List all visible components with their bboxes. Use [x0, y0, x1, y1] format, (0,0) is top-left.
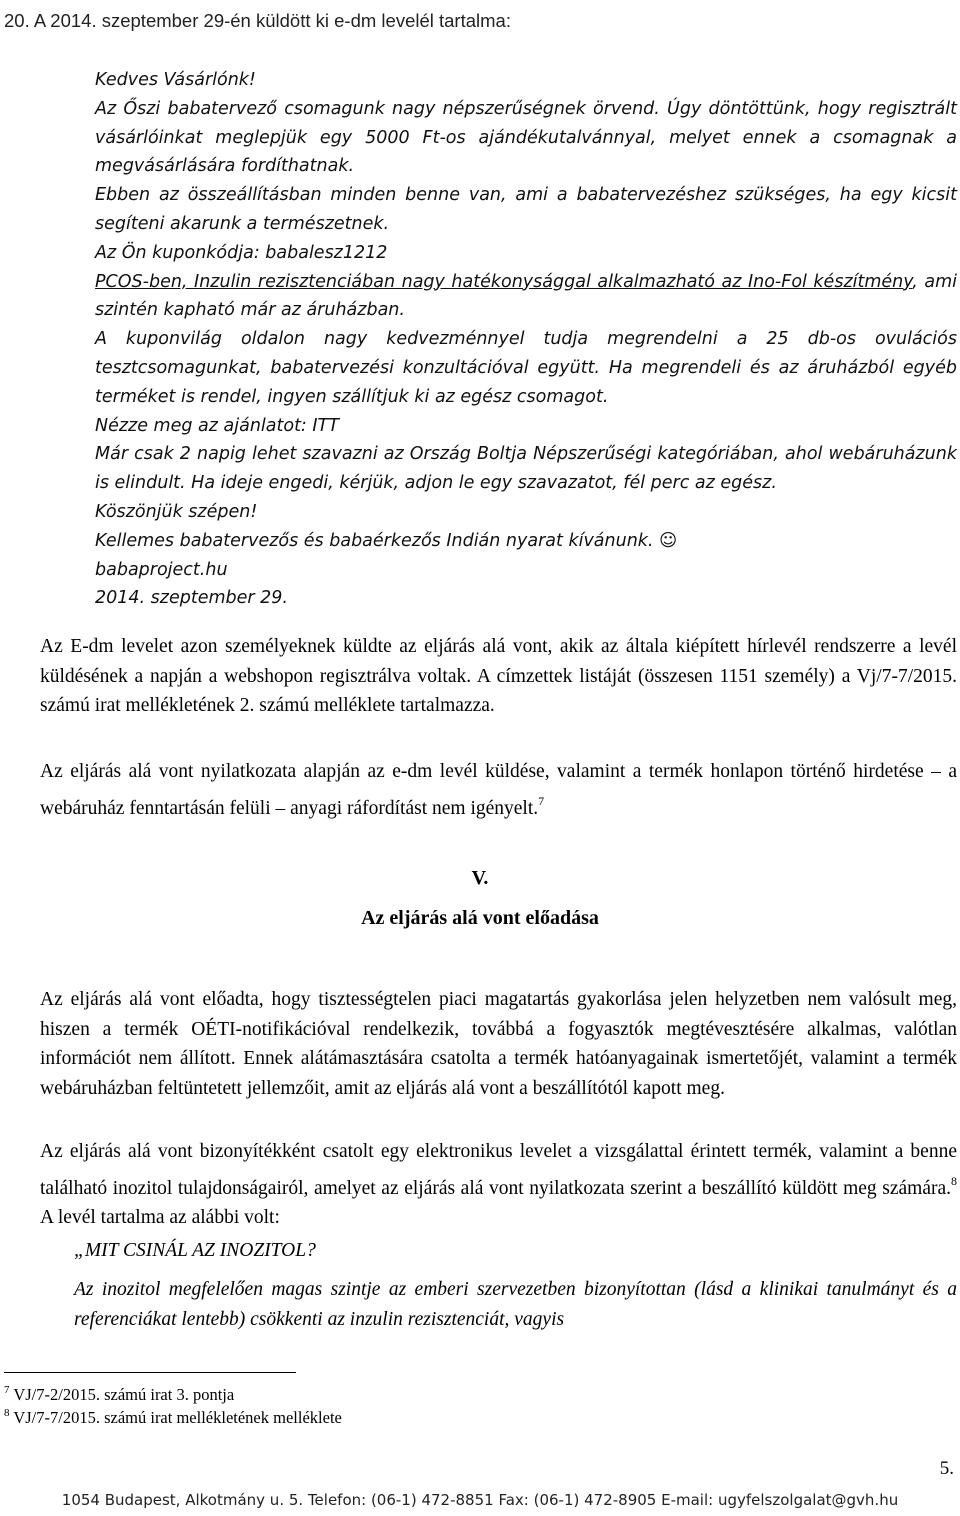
footnote-ref-8: 8 [951, 1173, 957, 1188]
email-site: babaproject.hu [95, 559, 228, 580]
email-paragraph-4 [95, 268, 957, 326]
ino-fol-link[interactable]: PCOS-ben, Inzulin rezisztenciában nagy hatékonysággal alkalmazható az Ino-Fol készítmény [95, 271, 913, 292]
section-24 [4, 1137, 957, 1233]
footnote-ref-7: 7 [538, 793, 545, 808]
section-21-text: Az E-dm levelet azon személyeknek küldte az eljárás alá vont, akik az általa kiépített hírlevél rendszerre a levél küldésének a napján a webshopon regisztrálva voltak. A címzettek listáját (összesen 1151 személy) a Vj/7-7/2015. számú irat mellékletének 2. számú melléklete tartalmazza. [40, 636, 957, 716]
section-21 [4, 632, 957, 721]
section-23 [4, 985, 957, 1103]
footnote-8-number: 8 [4, 1407, 10, 1419]
email-wishes: Kellemes babatervezős és babaérkezős Indián nyarat kívánunk. ☺ [95, 530, 678, 551]
quote-heading: „MIT CSINÁL AZ INOZITOL? [74, 1240, 316, 1261]
page-number: 5. [939, 1458, 954, 1479]
email-thanks: Köszönjük szépen! [95, 501, 258, 522]
section-24-text-after: A levél tartalma az alábbi volt: [40, 1207, 280, 1228]
email-greeting: Kedves Vásárlónk! [95, 70, 256, 90]
footnote-8 [4, 1403, 342, 1428]
section-roman-numeral: V. [471, 867, 489, 889]
email-paragraph-4-rest: , ami szintén kapható már az áruházban. [95, 271, 957, 321]
section-22-text: Az eljárás alá vont nyilatkozata alapján az e-dm levél küldése, valamint a termék honlapon történő hirdetése – a webáruház fenntartásán felüli – anyagi ráfordítást nem igényelt. [40, 761, 957, 819]
footnote-7 [4, 1380, 234, 1405]
footnote-7-text: VJ/7-2/2015. számú irat 3. pontja [13, 1385, 235, 1404]
section-22 [4, 757, 957, 823]
quote-paragraph: Az inozitol megfelelően magas szintje az emberi szervezetben bizonyítottan (lásd a klinikai tanulmányt és a referenciákat lentebb) csökkenti az inzulin rezisztenciát, vagyis [74, 1279, 957, 1330]
footnote-separator [4, 1372, 296, 1373]
section-23-text: Az eljárás alá vont előadta, hogy tisztességtelen piaci magatartás gyakorlása jelen helyzetben nem valósult meg, hiszen a termék OÉTI-notifikációval rendelkezik, továbbá a fogyasztók megtévesztésére alkalmas, valótlan információt nem állított. Ennek alátámasztására csatolta a termék hatóanyagainak ismertetőjét, valamint a termék webáruházban feltüntetett jellemzőit, amit az eljárás alá vont a beszállítótól kapott meg. [40, 989, 957, 1099]
footnote-7-number: 7 [4, 1384, 10, 1396]
quoted-email [95, 66, 957, 613]
email-paragraph-1: Az Őszi babatervező csomagunk nagy népszerűségnek örvend. Úgy döntöttünk, hogy regisztrált vásárlóinkat meglepjük egy 5000 Ft-os ajándékutalvánnyal, melyet ennek a csomagnak a megvásárlására fordíthatnak. [95, 98, 957, 177]
email-date: 2014. szeptember 29. [95, 588, 288, 609]
section-23-number [4, 985, 40, 1015]
email-offer-line: Nézze meg az ajánlatot: ITT [95, 415, 339, 436]
email-paragraph-2: Ebben az összeállításban minden benne van, ami a babatervezéshez szükséges, ha egy kicsit segíteni akarunk a természetnek. [95, 185, 957, 234]
page-footer: 1054 Budapest, Alkotmány u. 5. Telefon: (06-1) 472-8851 Fax: (06-1) 472-8905 E-mail: ugyfelszolgalat@gvh.hu [61, 1491, 899, 1509]
section-22-number [4, 757, 40, 787]
section-24-number [4, 1137, 40, 1167]
email-paragraph-7: Már csak 2 napig lehet szavazni az Ország Boltja Népszerűségi kategóriában, ahol webáruházunk is elindult. Ha ideje engedi, kérjük, adjon le egy szavazatot, fél perc az egész. [95, 444, 957, 494]
section-20-intro: 20. A 2014. szeptember 29-én küldött ki e-dm levelél tartalma: [4, 10, 511, 31]
email-coupon-code: Az Ön kuponkódja: babalesz1212 [95, 242, 388, 263]
section-title: Az eljárás alá vont előadása [361, 907, 599, 929]
section-24-text: Az eljárás alá vont bizonyítékként csatolt egy elektronikus levelet a vizsgálattal érintett termék, valamint a benne található inozitol tulajdonságairól, amelyet az eljárás alá vont nyilatkozata szerint a beszállító küldött meg számára. [40, 1141, 957, 1199]
email-paragraph-5: A kuponvilág oldalon nagy kedvezménnyel tudja megrendelni a 25 db-os ovulációs tesztcsomagunkat, babatervezési konzultációval együtt. Ha megrendeli és az áruházból egyéb terméket is rendel, ingyen szállítjuk ki az egész csomagot. [95, 329, 957, 407]
footnote-8-text: VJ/7-7/2015. számú irat mellékletének melléklete [13, 1408, 342, 1427]
section-21-number [4, 632, 40, 662]
